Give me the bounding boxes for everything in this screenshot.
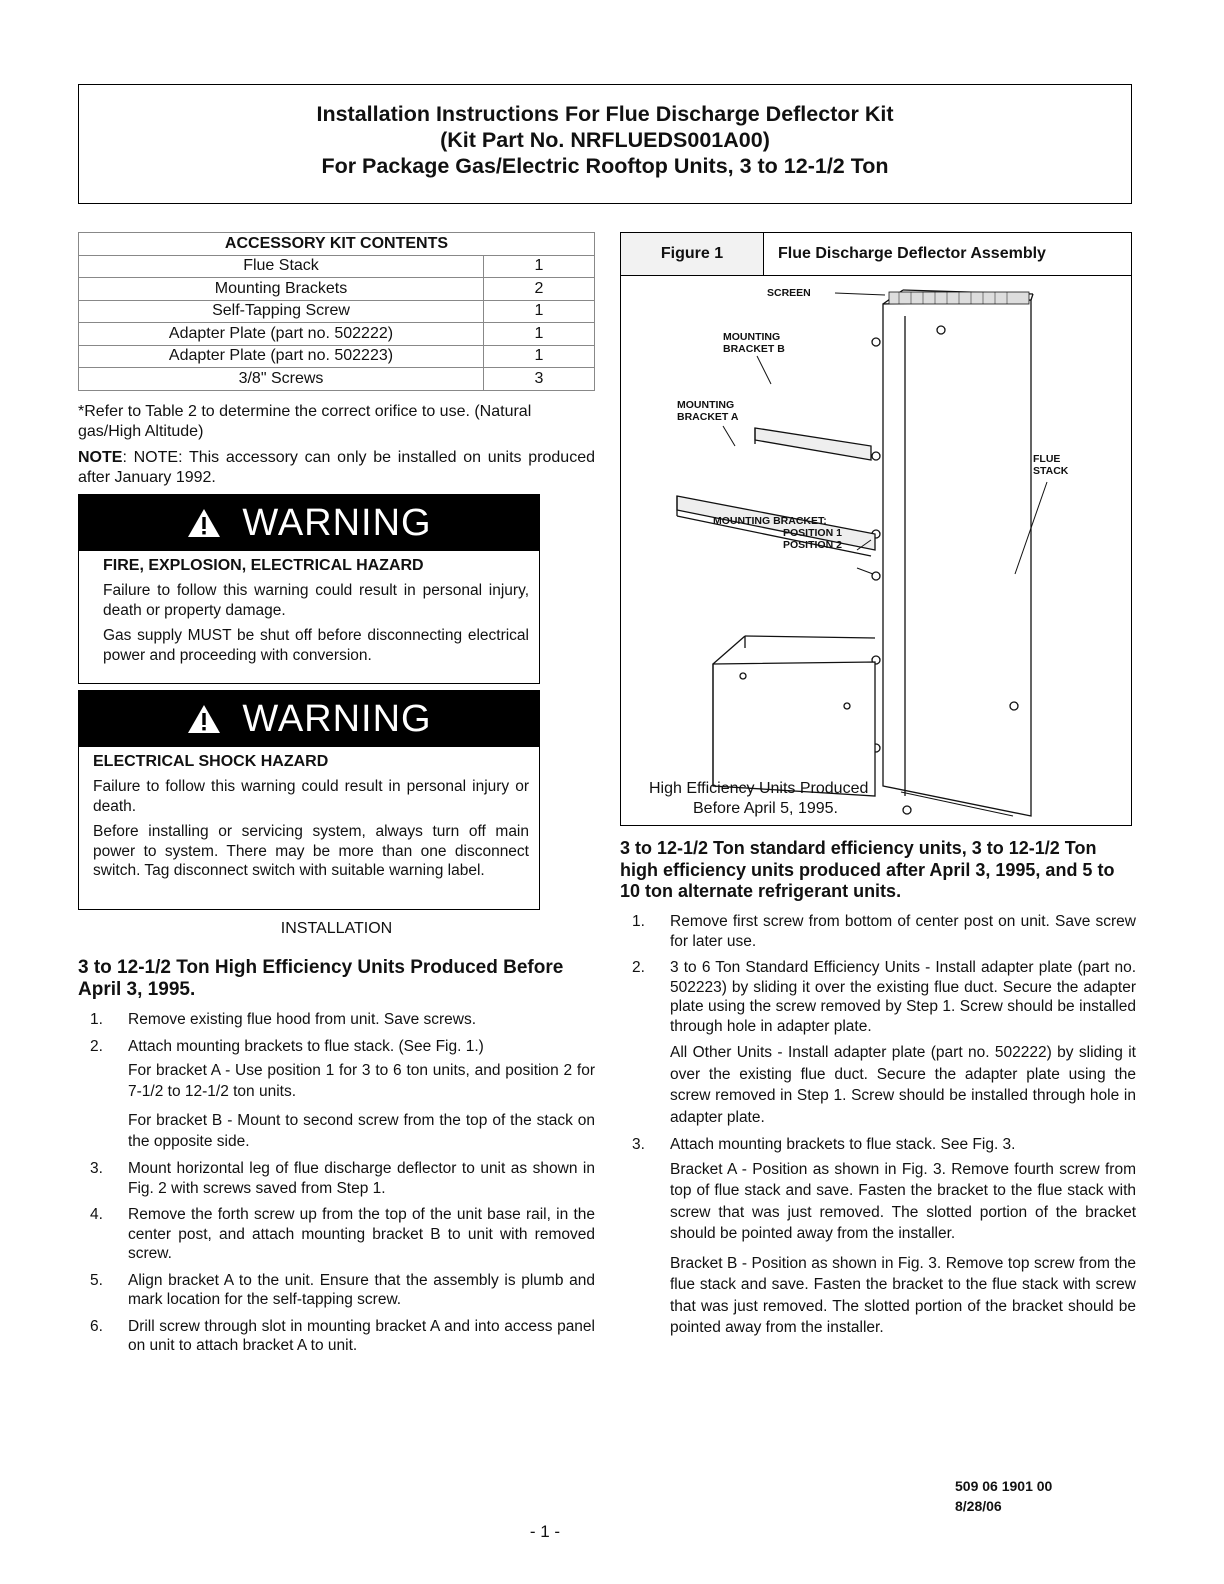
label-position-2: POSITION 2 bbox=[783, 539, 842, 551]
warning-box-fire bbox=[78, 494, 540, 684]
page-number: - 1 - bbox=[529, 1522, 561, 1541]
kit-table-header: ACCESSORY KIT CONTENTS bbox=[79, 233, 595, 256]
step-number: 1. bbox=[632, 913, 645, 930]
kit-item-qty: 1 bbox=[484, 255, 595, 278]
flue-deflector-illustration bbox=[621, 276, 1130, 824]
figure-label: Figure 1 bbox=[621, 233, 764, 275]
step-subtext: Bracket A - Position as shown in Fig. 3. Remove fourth screw from top of flue stack and save. Fasten the bracket to the flue stack with screw that was just removed. The slotted portion of the bracket should be pointed away from the installer. bbox=[670, 1160, 1136, 1242]
step-subtext: Bracket B - Position as shown in Fig. 3. Remove top screw from the flue stack and save. Fasten the bracket to the flue stack with screw that was just removed. The slotted portion of the bracket should be pointed away from the installer. bbox=[670, 1254, 1136, 1336]
table-row bbox=[79, 368, 595, 391]
step-text: Attach mounting brackets to flue stack. See Fig. 3. bbox=[670, 1136, 1016, 1153]
step-subtext: For bracket B - Mount to second screw from the top of the stack on the opposite side. bbox=[128, 1112, 595, 1150]
figure-caption bbox=[649, 779, 868, 819]
title-line-1: Installation Instructions For Flue Discharge Deflector Kit bbox=[316, 102, 894, 126]
step-number: 1. bbox=[90, 1011, 103, 1028]
warning-triangle-icon bbox=[186, 703, 222, 735]
hazard-title: ELECTRICAL SHOCK HAZARD bbox=[93, 753, 329, 770]
label-flue-2: STACK bbox=[1033, 465, 1069, 477]
warning-triangle-icon bbox=[186, 507, 222, 539]
list-item bbox=[78, 1271, 595, 1310]
kit-item-name: Adapter Plate (part no. 502222) bbox=[79, 323, 484, 346]
list-item bbox=[78, 1159, 595, 1198]
step-text: Remove existing flue hood from unit. Save screws. bbox=[128, 1011, 477, 1028]
label-flue-1: FLUE bbox=[1033, 453, 1061, 465]
warning-banner-text: WARNING bbox=[242, 697, 432, 740]
kit-contents-table bbox=[78, 232, 595, 391]
kit-item-name: Mounting Brackets bbox=[79, 278, 484, 301]
note-label: NOTE bbox=[78, 449, 123, 466]
warning-text: Gas supply MUST be shut off before disconnecting electrical power and proceeding with conversion. bbox=[103, 627, 529, 664]
right-steps bbox=[620, 912, 1136, 1346]
doc-info bbox=[955, 1476, 1052, 1516]
step-number: 2. bbox=[90, 1037, 103, 1055]
title-line-2: (Kit Part No. NRFLUEDS001A00) bbox=[440, 128, 770, 152]
step-number: 3. bbox=[632, 1136, 645, 1153]
step-text: Mount horizontal leg of flue discharge deflector to unit as shown in Fig. 2 with screws saved from Step 1. bbox=[128, 1160, 595, 1197]
warning-text: Before installing or servicing system, always turn off main power to system. There may be more than one disconnect switch. Tag disconnect switch with suitable warning label. bbox=[93, 823, 529, 879]
step-number: 2. bbox=[632, 959, 645, 976]
step-text: Remove first screw from bottom of center post on unit. Save screw for later use. bbox=[670, 913, 1136, 950]
label-position-1: POSITION 1 bbox=[783, 527, 842, 539]
warning-banner bbox=[79, 495, 539, 551]
kit-item-name: Flue Stack bbox=[79, 255, 484, 278]
kit-item-qty: 3 bbox=[484, 368, 595, 391]
figure-caption-line-2: Before April 5, 1995. bbox=[693, 800, 838, 817]
note-text: : NOTE: This accessory can only be installed on units produced after January 1992. bbox=[78, 449, 595, 486]
figure-caption-line-1: High Efficiency Units Produced bbox=[649, 780, 869, 797]
right-heading: 3 to 12-1/2 Ton standard efficiency units, 3 to 12-1/2 Ton high efficiency units produced after April 3, 1995, and 5 to 10 ton alternate refrigerant units. bbox=[620, 838, 1115, 901]
step-number: 3. bbox=[90, 1160, 103, 1177]
installation-heading: INSTALLATION bbox=[280, 920, 393, 937]
kit-item-qty: 1 bbox=[484, 300, 595, 323]
note bbox=[78, 448, 595, 488]
step-text: Attach mounting brackets to flue stack. (See Fig. 1.) bbox=[128, 1037, 484, 1055]
warning-text: Failure to follow this warning could result in personal injury or death. bbox=[93, 778, 529, 815]
label-mounting-bracket-a-2: BRACKET A bbox=[677, 411, 739, 423]
installation-subheading: 3 to 12-1/2 Ton High Efficiency Units Produced Before April 3, 1995. bbox=[78, 957, 564, 1000]
step-subtext: For bracket A - Use position 1 for 3 to 6 ton units, and position 2 for 7-1/2 to 12-1/2 ton units. bbox=[128, 1062, 595, 1100]
table-row bbox=[79, 278, 595, 301]
kit-item-name: Adapter Plate (part no. 502223) bbox=[79, 345, 484, 368]
figure-1 bbox=[620, 232, 1132, 826]
step-text: Remove the forth screw up from the top of the unit base rail, in the center post, and attach mounting bracket B to unit with removed screw. bbox=[128, 1206, 595, 1262]
list-item bbox=[620, 912, 1136, 951]
kit-item-name: Self-Tapping Screw bbox=[79, 300, 484, 323]
step-number: 4. bbox=[90, 1206, 103, 1223]
warning-box-shock bbox=[78, 690, 540, 910]
label-screen: SCREEN bbox=[767, 287, 811, 299]
step-subtext: All Other Units - Install adapter plate (part no. 502222) by sliding it over the existing flue duct. Secure the adapter plate using the screw removed in Step 1. Screw should be installed through hole in adapter plate. bbox=[670, 1044, 1136, 1126]
doc-number: 509 06 1901 00 bbox=[955, 1478, 1053, 1494]
warning-text: Failure to follow this warning could result in personal injury, death or property damage. bbox=[103, 582, 529, 619]
kit-item-name: 3/8" Screws bbox=[79, 368, 484, 391]
title-line-3: For Package Gas/Electric Rooftop Units, 3 to 12-1/2 Ton bbox=[321, 154, 889, 178]
list-item bbox=[620, 958, 1136, 1128]
list-item bbox=[78, 1205, 595, 1264]
warning-banner bbox=[79, 691, 539, 747]
label-mounting-bracket-b-1: MOUNTING bbox=[723, 331, 781, 343]
kit-footnote: *Refer to Table 2 to determine the correct orifice to use. (Natural gas/High Altitude) bbox=[78, 403, 532, 440]
hazard-title: FIRE, EXPLOSION, ELECTRICAL HAZARD bbox=[103, 557, 424, 574]
label-mounting-bracket-a-1: MOUNTING bbox=[677, 399, 735, 411]
list-item bbox=[78, 1010, 595, 1030]
kit-item-qty: 1 bbox=[484, 345, 595, 368]
kit-item-qty: 2 bbox=[484, 278, 595, 301]
title-box bbox=[78, 84, 1132, 204]
step-number: 6. bbox=[90, 1317, 103, 1335]
figure-header bbox=[621, 233, 1131, 276]
label-position-title: MOUNTING BRACKET: bbox=[713, 515, 827, 527]
warning-banner-text: WARNING bbox=[242, 501, 432, 544]
kit-item-qty: 1 bbox=[484, 323, 595, 346]
table-row bbox=[79, 255, 595, 278]
figure-title: Flue Discharge Deflector Assembly bbox=[778, 245, 1046, 262]
label-mounting-bracket-b-2: BRACKET B bbox=[723, 343, 785, 355]
installation-steps bbox=[78, 1010, 595, 1363]
table-row bbox=[79, 323, 595, 346]
list-item bbox=[78, 1037, 595, 1153]
list-item bbox=[620, 1135, 1136, 1339]
step-text: 3 to 6 Ton Standard Efficiency Units - Install adapter plate (part no. 502223) by sliding it over the existing flue duct. Secure the adapter plate using the screw removed by Step 1. Screw should be installed through hole in adapter plate. bbox=[670, 959, 1136, 1035]
list-item bbox=[78, 1317, 595, 1356]
doc-date: 8/28/06 bbox=[955, 1498, 1002, 1514]
step-number: 5. bbox=[90, 1271, 103, 1289]
table-row bbox=[79, 345, 595, 368]
step-text: Drill screw through slot in mounting bracket A and into access panel on unit to attach bracket A to unit. bbox=[128, 1317, 595, 1354]
table-row bbox=[79, 300, 595, 323]
step-text: Align bracket A to the unit. Ensure that the assembly is plumb and mark location for the self-tapping screw. bbox=[128, 1271, 595, 1308]
